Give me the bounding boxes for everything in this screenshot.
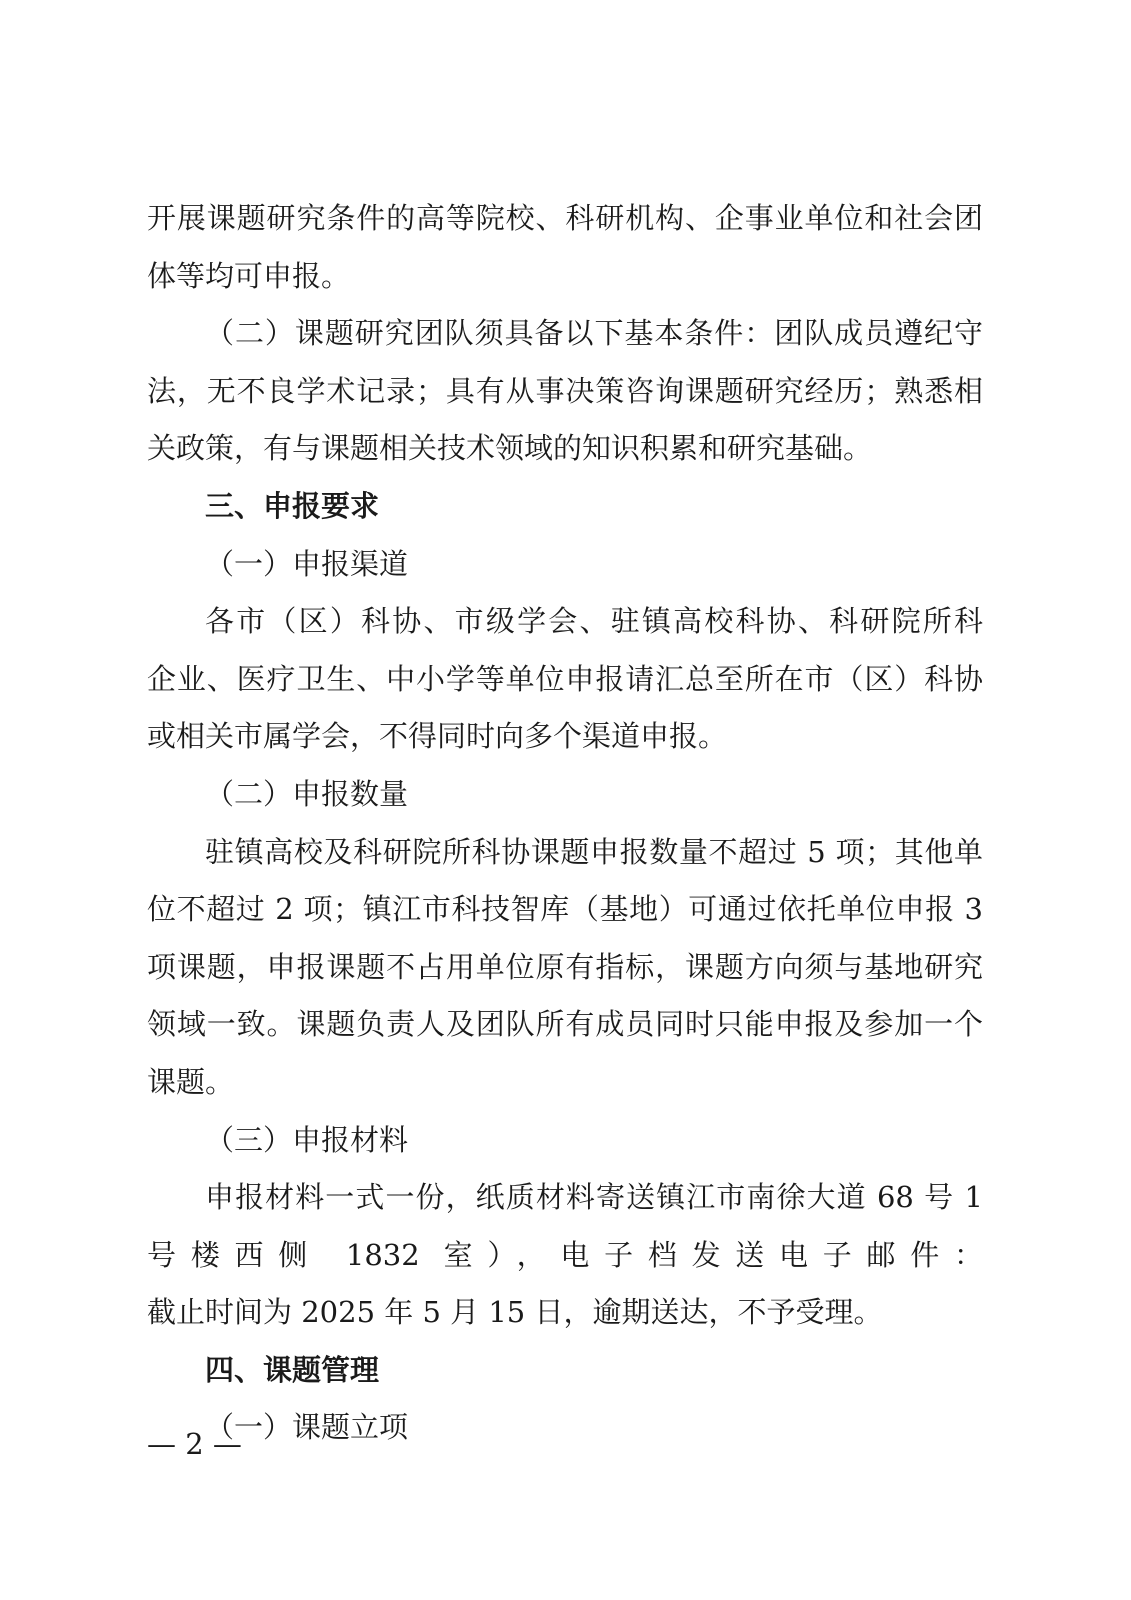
paragraph-line: 位不超过 2 项；镇江市科技智库（基地）可通过依托单位申报 3 — [147, 892, 983, 927]
paragraph-line: 驻镇高校及科研院所科协课题申报数量不超过 5 项；其他单 — [205, 834, 983, 869]
paragraph-line: 截止时间为 2025 年 5 月 15 日，逾期送达，不予受理。 — [147, 1295, 883, 1330]
paragraph-line: 各市（区）科协、市级学会、驻镇高校科协、科研院所科 — [205, 604, 983, 639]
section-heading: 三、申报要求 — [205, 488, 380, 523]
paragraph-line: 体等均可申报。 — [147, 258, 351, 293]
document-body — [147, 190, 983, 1457]
paragraph-line: （二）课题研究团队须具备以下基本条件：团队成员遵纪守 — [205, 316, 983, 351]
paragraph-line: 号楼西侧 1832 室），电子档发送电子邮件： — [147, 1237, 983, 1272]
paragraph-line: 领域一致。课题负责人及团队所有成员同时只能申报及参加一个 — [147, 1007, 983, 1042]
paragraph-line: 申报材料一式一份，纸质材料寄送镇江市南徐大道 68 号 1 — [205, 1180, 983, 1215]
section-heading: 四、课题管理 — [205, 1352, 380, 1387]
paragraph-line: 企业、医疗卫生、中小学等单位申报请汇总至所在市（区）科协 — [147, 661, 983, 696]
paragraph-line: 开展课题研究条件的高等院校、科研机构、企事业单位和社会团 — [147, 201, 983, 235]
paragraph-line: 或相关市属学会，不得同时向多个渠道申报。 — [147, 719, 728, 754]
paragraph-line: 法，无不良学术记录；具有从事决策咨询课题研究经历；熟悉相 — [147, 373, 983, 408]
paragraph-line: 课题。 — [147, 1064, 235, 1099]
subsection-heading: （一）申报渠道 — [205, 546, 409, 581]
page-number: — 2 — — [147, 1427, 242, 1461]
paragraph-line: 项课题，申报课题不占用单位原有指标，课题方向须与基地研究 — [147, 949, 983, 984]
subsection-heading: （三）申报材料 — [205, 1122, 409, 1157]
subsection-heading: （二）申报数量 — [205, 776, 409, 811]
paragraph-line: 关政策，有与课题相关技术领域的知识积累和研究基础。 — [147, 431, 873, 466]
subsection-heading: （一）课题立项 — [205, 1410, 409, 1445]
